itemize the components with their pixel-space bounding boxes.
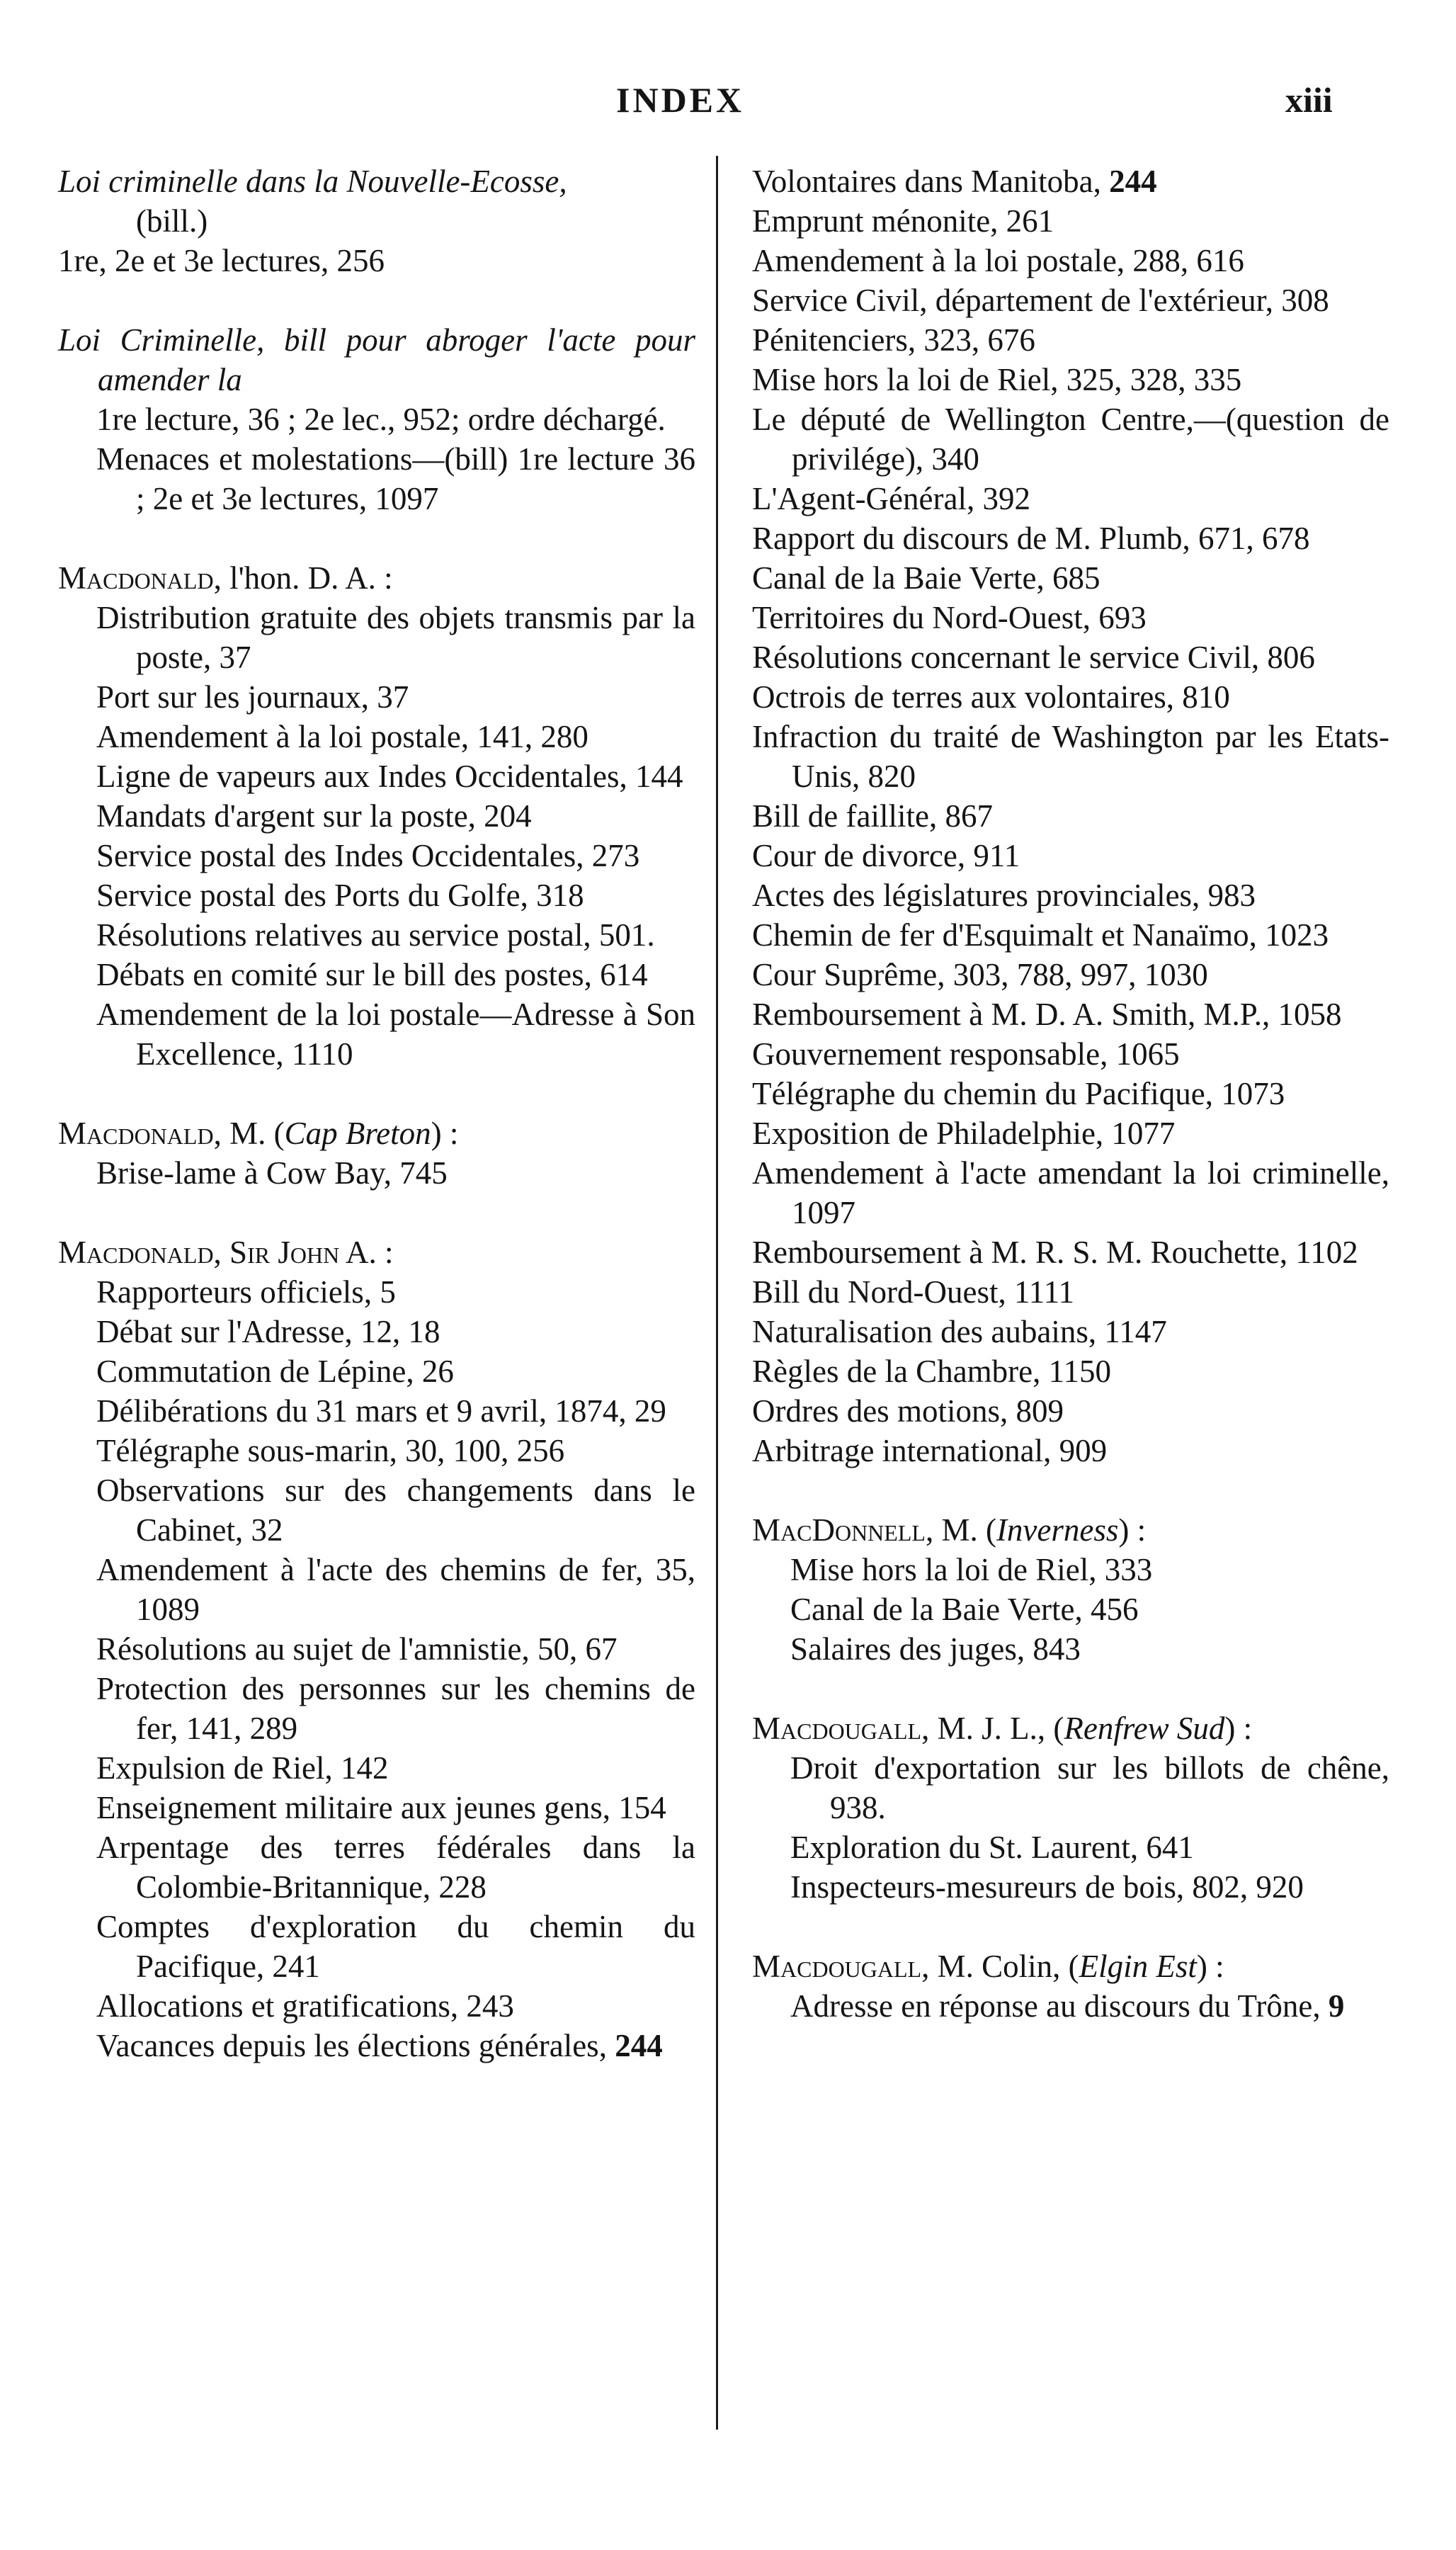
- index-entry-macdonald-cap-breton: [58, 1114, 695, 1193]
- entry-heading: [752, 1510, 1389, 1550]
- entry-name: Macdonald: [58, 560, 214, 596]
- entry-item: Résolutions relatives au service postal, 501.: [96, 917, 655, 953]
- entry-item: Amendement à la loi postale, 141, 280: [96, 719, 588, 754]
- index-entry-macdonnell-inverness: [752, 1510, 1389, 1669]
- entry-title-rest: ) :: [1196, 1949, 1224, 1984]
- entry-item: Cour de divorce, 911: [752, 838, 1020, 873]
- entry-name: MacDonnell: [752, 1512, 926, 1548]
- page-header: [0, 79, 1456, 136]
- entry-title-rest: :: [376, 1235, 394, 1270]
- entry-item: Pénitenciers, 323, 676: [752, 322, 1035, 358]
- entry-heading: Loi criminelle dans la Nouvelle-Ecosse,: [58, 164, 567, 199]
- entry-item: Commutation de Lépine, 26: [96, 1354, 454, 1389]
- entry-item-page: 244: [1109, 164, 1157, 199]
- entry-item: Territoires du Nord-Ouest, 693: [752, 600, 1147, 635]
- entry-item: Amendement à la loi postale, 288, 616: [752, 243, 1244, 278]
- entry-riding: Inverness: [996, 1512, 1119, 1548]
- entry-item: Amendement de la loi postale—Adresse à Son Excellence, 1110: [96, 997, 695, 1072]
- entry-item: Allocations et gratifications, 243: [96, 1988, 514, 2024]
- entry-item: Règles de la Chambre, 1150: [752, 1354, 1111, 1389]
- entry-item: Arbitrage international, 909: [752, 1433, 1108, 1468]
- entry-name: Macdonald, Sir John A.: [58, 1235, 377, 1270]
- entry-item: Débats en comité sur le bill des postes, 614: [96, 957, 648, 992]
- entry-item: Ligne de vapeurs aux Indes Occidentales, 144: [96, 759, 683, 794]
- entry-title-rest: ) :: [1118, 1512, 1147, 1548]
- entry-item: Arpentage des terres fédérales dans la Colombie-Britannique, 228: [96, 1830, 695, 1905]
- entry-item: Ordres des motions, 809: [752, 1393, 1064, 1429]
- entry-item: Chemin de fer d'Esquimalt et Nanaïmo, 1023: [752, 917, 1329, 953]
- entry-item: 1re, 2e et 3e lectures, 256: [58, 243, 385, 278]
- entry-item: Expulsion de Riel, 142: [96, 1750, 389, 1786]
- index-entry-macdougall-elgin-est: [752, 1946, 1389, 2026]
- entry-item: Port sur les journaux, 37: [96, 679, 409, 715]
- entry-heading: [58, 1114, 695, 1153]
- entry-heading-continuation: (bill.): [136, 203, 208, 239]
- entry-item: Inspecteurs-mesureurs de bois, 802, 920: [790, 1869, 1304, 1905]
- index-entry-loi-criminelle-nouvelle-ecosse: [58, 162, 695, 280]
- entry-item: Exposition de Philadelphie, 1077: [752, 1116, 1176, 1151]
- entry-item: Mise hors la loi de Riel, 325, 328, 335: [752, 362, 1242, 397]
- entry-title-rest: , M. (: [925, 1512, 996, 1548]
- entry-item: Remboursement à M. R. S. M. Rouchette, 1102: [752, 1235, 1358, 1270]
- entry-name: Macdougall: [752, 1949, 922, 1984]
- entry-item: Observations sur des changements dans le Cabinet, 32: [96, 1473, 695, 1548]
- entry-item: Rapport du discours de M. Plumb, 671, 678: [752, 521, 1310, 556]
- entry-riding: Elgin Est: [1079, 1949, 1197, 1984]
- entry-item: Droit d'exportation sur les billots de chêne, 938.: [790, 1750, 1389, 1825]
- entry-title-rest: , M. Colin, (: [921, 1949, 1079, 1984]
- entry-item: Mise hors la loi de Riel, 333: [790, 1552, 1153, 1587]
- entry-item: [58, 2026, 695, 2066]
- entry-heading: [58, 558, 695, 598]
- entry-item: Salaires des juges, 843: [790, 1631, 1081, 1667]
- entry-item: Octrois de terres aux volontaires, 810: [752, 679, 1230, 715]
- index-entry-macdonald-sir-john-continued: [752, 162, 1389, 1470]
- entry-item: Gouvernement responsable, 1065: [752, 1036, 1180, 1072]
- entry-heading: [58, 1232, 695, 1272]
- entry-name: Macdougall: [752, 1711, 922, 1746]
- index-entry-macdonald-da: [58, 558, 695, 1074]
- entry-item: L'Agent-Général, 392: [752, 481, 1030, 516]
- page-number: xiii: [1285, 80, 1333, 120]
- entry-name: Macdonald: [58, 1116, 214, 1151]
- entry-item: Télégraphe sous-marin, 30, 100, 256: [96, 1433, 565, 1468]
- entry-item: Télégraphe du chemin du Pacifique, 1073: [752, 1076, 1285, 1111]
- index-entry-macdonald-sir-john: [58, 1232, 695, 2066]
- entry-item: Exploration du St. Laurent, 641: [790, 1830, 1194, 1865]
- entry-riding: Renfrew Sud: [1064, 1711, 1225, 1746]
- entry-riding: Cap Breton: [284, 1116, 431, 1151]
- entry-item-text: Adresse en réponse au discours du Trône,: [790, 1988, 1329, 2024]
- right-column: [752, 162, 1389, 2066]
- entry-item: Comptes d'exploration du chemin du Pacifique, 241: [96, 1909, 695, 1984]
- entry-item-page: 9: [1328, 1988, 1345, 2024]
- entry-item: Amendement à l'acte des chemins de fer, 35, 1089: [96, 1552, 695, 1627]
- entry-item: Résolutions au sujet de l'amnistie, 50, 67: [96, 1631, 618, 1667]
- entry-item: Cour Suprême, 303, 788, 997, 1030: [752, 957, 1208, 992]
- entry-item: Amendement à l'acte amendant la loi criminelle, 1097: [752, 1155, 1389, 1230]
- index-entry-loi-criminelle-abroger: [58, 320, 695, 518]
- entry-item: Remboursement à M. D. A. Smith, M.P., 1058: [752, 997, 1342, 1032]
- entry-item: Débat sur l'Adresse, 12, 18: [96, 1314, 440, 1349]
- entry-item-text: Vacances depuis les élections générales,: [96, 2028, 615, 2063]
- entry-item: Service Civil, département de l'extérieur, 308: [752, 283, 1329, 318]
- entry-item: Emprunt ménonite, 261: [752, 203, 1054, 239]
- index-entry-macdougall-renfrew-sud: [752, 1708, 1389, 1907]
- column-divider: [716, 156, 718, 2430]
- page-title: INDEX: [616, 80, 745, 120]
- entry-item: Menaces et molestations—(bill) 1re lecture 36 ; 2e et 3e lectures, 1097: [96, 441, 695, 516]
- entry-item: Enseignement militaire aux jeunes gens, 154: [96, 1790, 666, 1825]
- entry-title-rest: , M. J. L., (: [921, 1711, 1064, 1746]
- entry-item: Résolutions concernant le service Civil, 806: [752, 640, 1315, 675]
- entry-heading: [752, 1946, 1389, 1986]
- entry-item-page: 244: [615, 2028, 663, 2063]
- entry-title-rest: ) :: [431, 1116, 459, 1151]
- entry-item: Protection des personnes sur les chemins de fer, 141, 289: [96, 1671, 695, 1746]
- entry-heading: [752, 1708, 1389, 1748]
- entry-item: Service postal des Ports du Golfe, 318: [96, 878, 584, 913]
- entry-item: Bill de faillite, 867: [752, 798, 993, 834]
- left-column: [58, 162, 695, 2105]
- entry-item: Le député de Wellington Centre,—(question de privilége), 340: [752, 402, 1389, 477]
- entry-item: [752, 162, 1389, 201]
- entry-item: Distribution gratuite des objets transmis par la poste, 37: [96, 600, 695, 675]
- entry-item: Délibérations du 31 mars et 9 avril, 1874, 29: [96, 1393, 666, 1429]
- entry-heading: Loi Criminelle, bill pour abroger l'acte pour amender la: [58, 322, 695, 397]
- entry-item-text: Volontaires dans Manitoba,: [752, 164, 1110, 199]
- entry-item: Canal de la Baie Verte, 456: [790, 1592, 1139, 1627]
- entry-item: Brise-lame à Cow Bay, 745: [96, 1155, 448, 1191]
- entry-item: Service postal des Indes Occidentales, 273: [96, 838, 640, 873]
- entry-item: Bill du Nord-Ouest, 1111: [752, 1274, 1074, 1310]
- entry-item: Rapporteurs officiels, 5: [96, 1274, 396, 1310]
- entry-title-rest: , M. (: [213, 1116, 285, 1151]
- entry-item: Mandats d'argent sur la poste, 204: [96, 798, 532, 834]
- entry-item: Infraction du traité de Washington par les Etats-Unis, 820: [752, 719, 1389, 794]
- entry-title-rest: ) :: [1224, 1711, 1253, 1746]
- entry-title-rest: , l'hon. D. A. :: [213, 560, 393, 596]
- entry-item: [752, 1986, 1389, 2026]
- entry-item: 1re lecture, 36 ; 2e lec., 952; ordre déchargé.: [96, 402, 666, 437]
- entry-item: Naturalisation des aubains, 1147: [752, 1314, 1167, 1349]
- entry-item: Actes des législatures provinciales, 983: [752, 878, 1256, 913]
- entry-item: Canal de la Baie Verte, 685: [752, 560, 1100, 596]
